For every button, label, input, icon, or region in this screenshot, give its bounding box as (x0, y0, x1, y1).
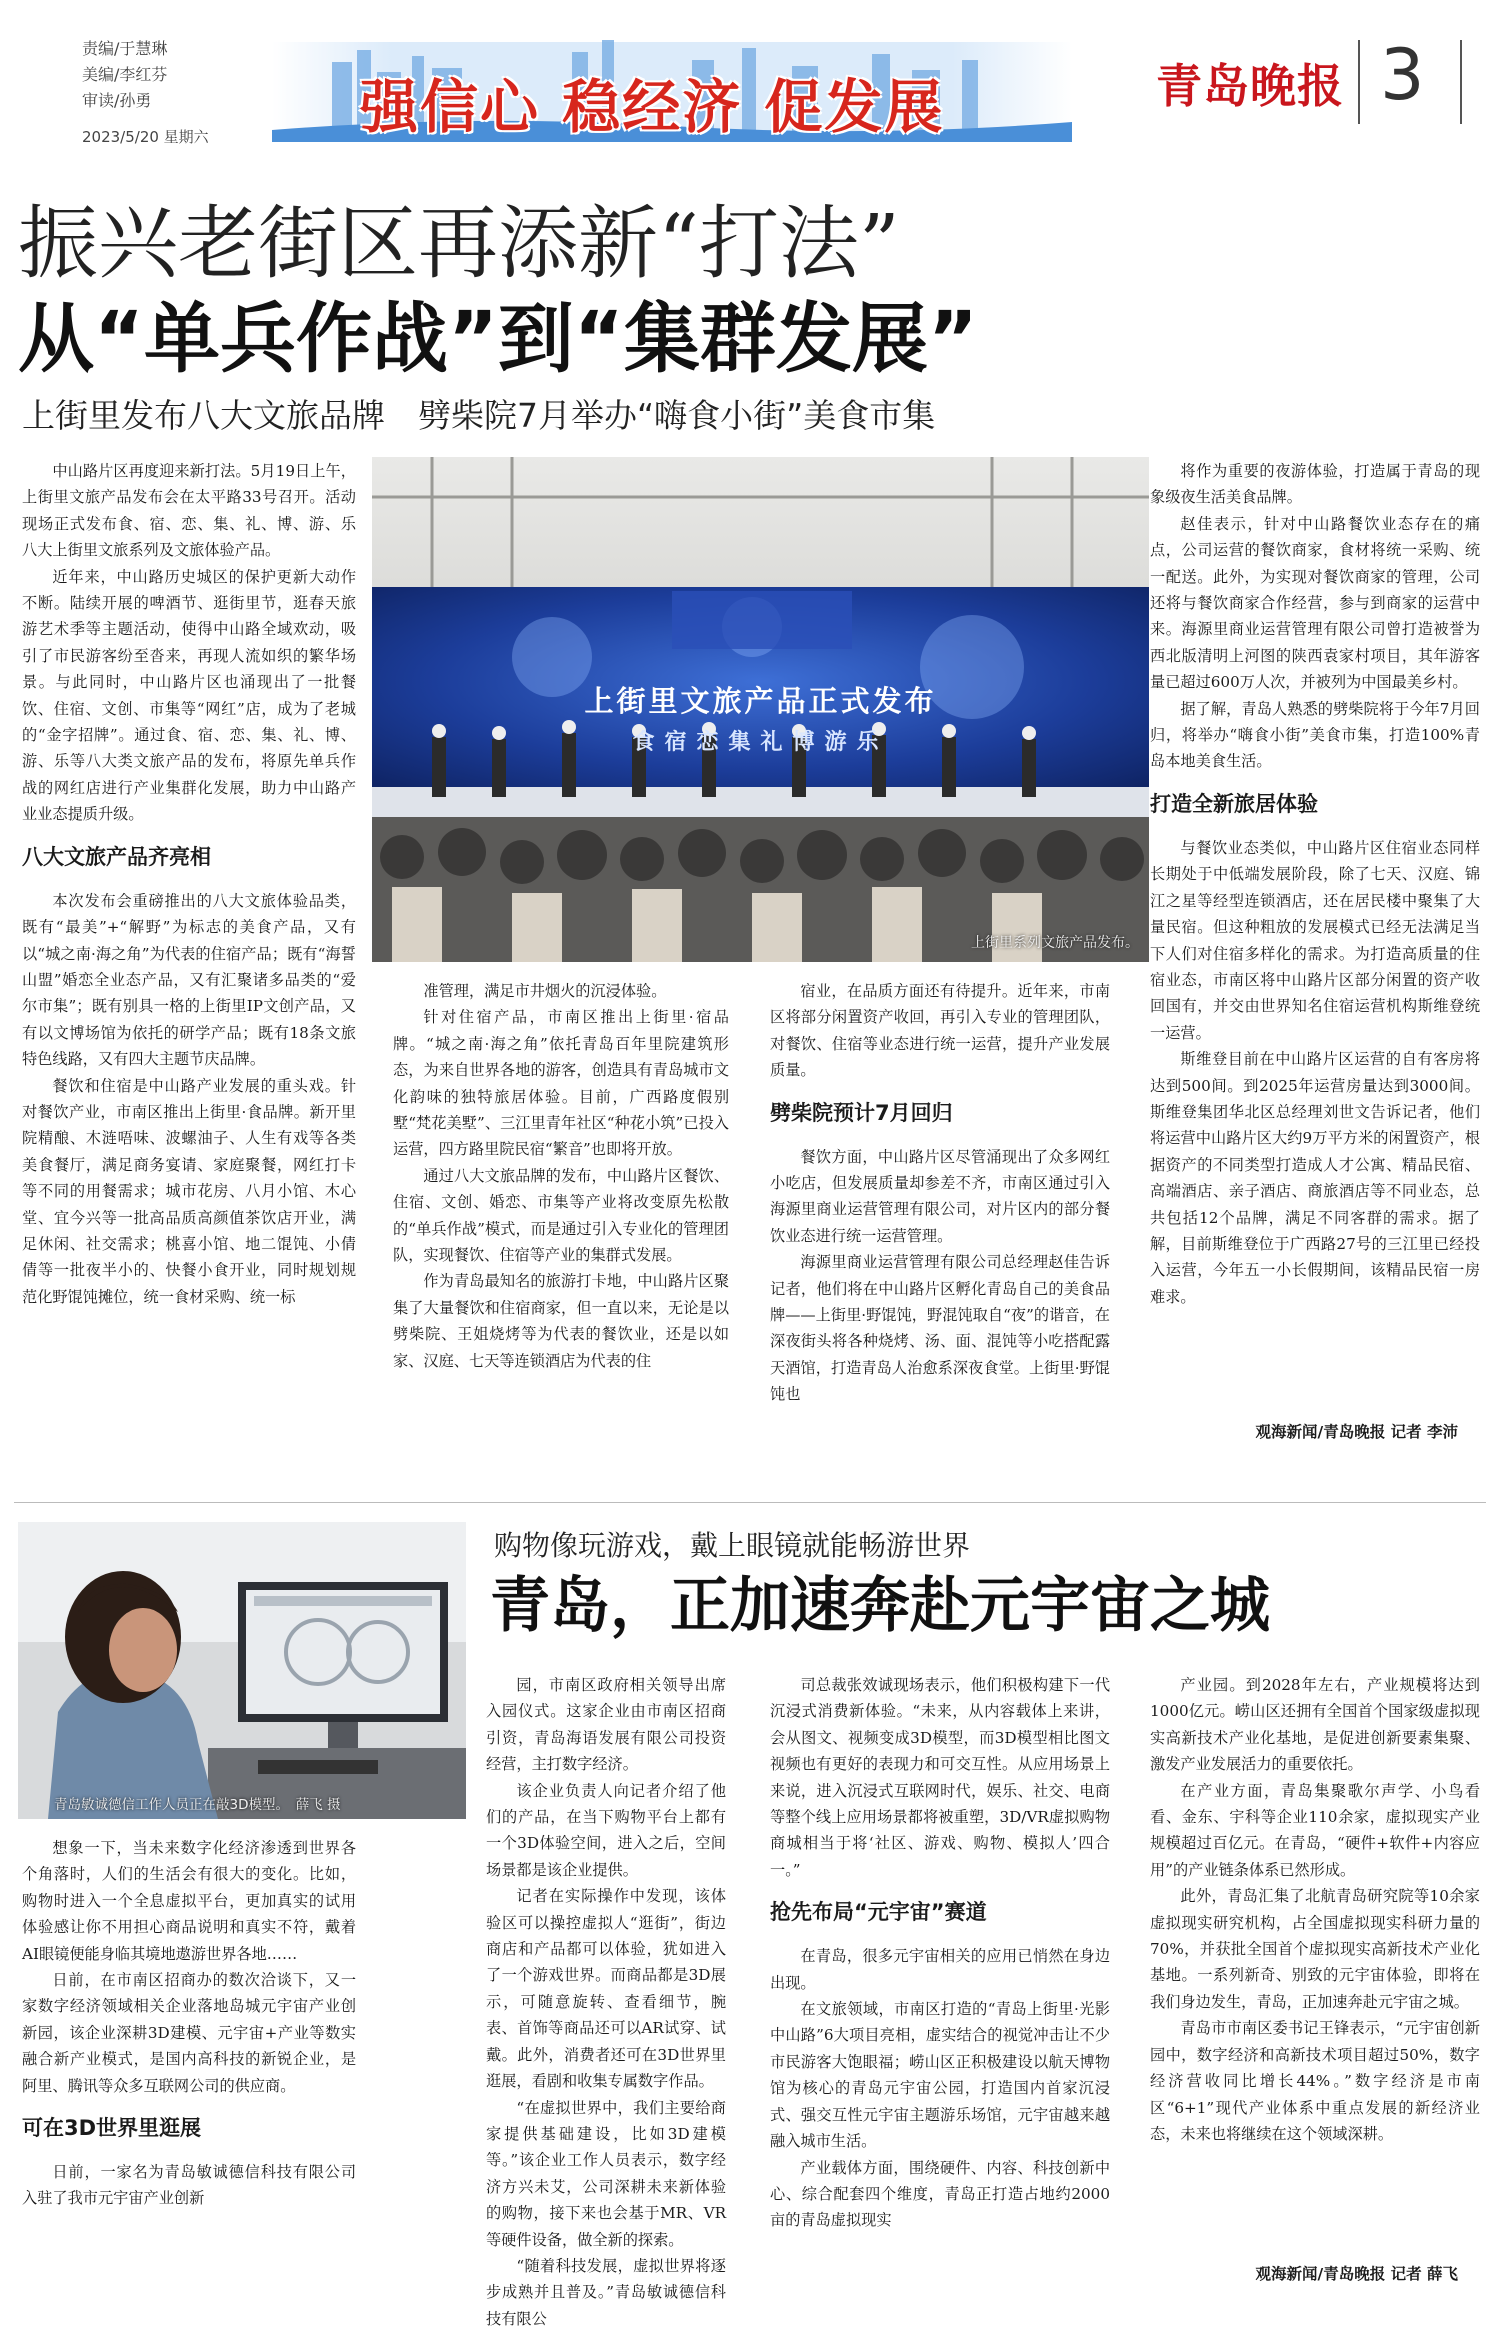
paragraph: 餐饮和住宿是中山路产业发展的重头戏。针对餐饮产业，市南区推出上街里·食品牌。新开里院精酿、木涟唔味、波螺油子、人生有戏等各类美食餐厅，满足商务宴请、家庭聚餐，网红打卡等不同的用餐需求；城市花房、八月小馆、木心堂、宜今兴等一批高品质高颜值茶饮店开业，满足休闲、社交需求；桃喜小馆、地二馄饨、小倩倩等一批夜半小的、快餐小食开业，同时规划规范化野馄饨摊位，统一食材采购、统一标 (22, 1076, 356, 1306)
banner (272, 22, 1072, 142)
paragraph: 在产业方面，青岛集聚歌尔声学、小鸟看看、金东、宇科等企业110余家，虚拟现实产业规模超过百亿元。在青岛，“硬件+软件+内容应用”的产业链条体系已然形成。 (1150, 1781, 1480, 1879)
launch-event-photo (372, 457, 1149, 962)
designer-credit: 美编/李红芬 (82, 65, 168, 84)
article1-col4b-body (1150, 835, 1480, 1310)
article1-column-1 (22, 458, 356, 1448)
paragraph: 针对住宿产品，市南区推出上街里·宿品牌。“城之南·海之角”依托青岛百年里院建筑形态，为来自世界各地的游客，创造具有青岛城市文化韵味的独特旅居体验。目前，广西路度假别墅“梵花美墅”、三江里青年社区“种花小筑”已投入运营，四方路里院民宿“繁音”也即将开放。 (393, 1008, 729, 1159)
article2-column-3 (770, 1672, 1110, 2292)
paragraph: 据了解，青岛人熟悉的劈柴院将于今年7月回归，将举办“嗨食小街”美食市集，打造100%青岛本地美食生活。 (1150, 699, 1480, 771)
paragraph: 在文旅领域，市南区打造的“青岛上街里·光影中山路”6大项目亮相，虚实结合的视觉冲击让不少市民游客大饱眼福；崂山区正积极建设以航天博物馆为核心的青岛元宇宙公园，打造国内首家沉浸式、强交互性元宇宙主题游乐场馆，元宇宙越来越融入城市生活。 (770, 2000, 1110, 2151)
article1-col4-body (1150, 458, 1480, 775)
paragraph: 通过八大文旅品牌的发布，中山路片区餐饮、住宿、文创、婚恋、市集等产业将改变原先松散的“单兵作战”模式，而是通过引入专业化的管理团队，实现餐饮、住宿等产业的集群式发展。 (393, 1166, 729, 1265)
banner-slogan: 强信心 稳经济 促发展 (360, 73, 945, 141)
article2-headline: 青岛，正加速奔赴元宇宙之城 (490, 1571, 1270, 1641)
paragraph: 青岛市市南区委书记王锋表示，“元宇宙创新园中，数字经济和高新技术项目超过50%，数字经济营收同比增长44%。”数字经济是市南区“6+1”现代产业体系中重点发展的新经济业态，未来也将继续在这个领域深耕。 (1150, 2019, 1480, 2143)
subheading: 抢先布局“元宇宙”赛道 (770, 1900, 987, 1925)
article2-kicker: 购物像玩游戏，戴上眼镜就能畅游世界 (494, 1529, 971, 1562)
article2-byline: 观海新闻/青岛晚报 记者 薛飞 (1255, 2265, 1458, 2283)
paragraph: 园，市南区政府相关领导出席入园仪式。这家企业由市南区招商引资，青岛海语发展有限公司投资经营，主打数字经济。 (486, 1676, 726, 1774)
paragraph: 想象一下，当未来数字化经济渗透到世界各个角落时，人们的生活会有很大的变化。比如，购物时进入一个全息虚拟平台，更加真实的试用体验感让你不用担心商品说明和真实不符，戴着AI眼镜便能身临其境地遨游世界各地…… (22, 1839, 356, 1963)
subheading: 打造全新旅居体验 (1150, 791, 1318, 816)
divider-line (1460, 40, 1462, 124)
vr-workstation-photo-art (18, 1522, 466, 1819)
article1-headline: 从“单兵作战”到“集群发展” (18, 294, 978, 383)
article1-column-4 (1150, 458, 1480, 1413)
article2-col4-body (1150, 1672, 1480, 2147)
paragraph: 与餐饮业态类似，中山路片区住宿业态同样长期处于中低端发展阶段，除了七天、汉庭、锦江之星等经型连锁酒店，还在居民楼中聚集了大量民宿。但这种粗放的发展模式已经无法满足当下人们对住宿多样化的需求。为打造高质量的住宿业态，市南区将中山路片区部分闲置的资产收回国有，并交由世界知名住宿运营机构斯维登统一运营。 (1150, 838, 1480, 1042)
paragraph: 将作为重要的夜游体验，打造属于青岛的现象级夜生活美食品牌。 (1150, 462, 1480, 507)
paragraph: 日前，一家名为青岛敏诚德信科技有限公司入驻了我市元宇宙产业创新 (22, 2163, 356, 2208)
article2-col2-body (486, 1672, 726, 2332)
photo-caption: 上街里系列文旅产品发布。 (971, 935, 1139, 951)
subheading: 八大文旅产品齐亮相 (22, 844, 211, 869)
paragraph: 产业载体方面，围绕硬件、内容、科技创新中心、综合配套四个维度，青岛正打造占地约2000亩的青岛虚拟现实 (770, 2158, 1110, 2230)
article1-col1b-body (22, 888, 356, 1311)
paragraph: 宿业，在品质方面还有待提升。近年来，市南区将部分闲置资产收回，再引入专业的管理团队，对餐饮、住宿等业态进行统一运营，提升产业发展质量。 (770, 982, 1110, 1080)
article2-column-4 (1150, 1672, 1480, 2257)
paragraph: “在虚拟世界中，我们主要给商家提供基础建设，比如3D建模等。”该企业工作人员表示，数字经济方兴未艾，公司深耕未来新体验的购物，接下来也会基于MR、VR等硬件设备，做全新的探索。 (486, 2098, 726, 2249)
article1-col1-body (22, 458, 356, 828)
divider-line (1358, 40, 1360, 124)
article1-kicker: 振兴老街区再添新“打法” (18, 197, 900, 290)
newspaper-name: 青岛晚报 (1156, 59, 1344, 113)
photo-caption: 青岛敏诚德信工作人员正在敲3D模型。 薛飞 摄 (54, 1797, 341, 1813)
paragraph: 中山路片区再度迎来新打法。5月19日上午，上街里文旅产品发布会在太平路33号召开。活动现场正式发布食、宿、恋、集、礼、博、游、乐八大上街里文旅系列及文旅体验产品。 (22, 462, 356, 560)
editor-credit: 责编/于慧琳 (82, 39, 168, 58)
article1-byline: 观海新闻/青岛晚报 记者 李沛 (1255, 1423, 1458, 1441)
paragraph: 近年来，中山路历史城区的保护更新大动作不断。陆续开展的啤酒节、逛街里节，逛春天旅游艺术季等主题活动，使得中山路全域欢动，吸引了市民游客纷至沓来，再现人流如织的繁华场景。与此同时，中山路片区也涌现出了一批餐饮、住宿、文创、市集等“网红”店，成为了老城的“金字招牌”。通过食、宿、恋、集、礼、博、游、乐等八大类文旅产品的发布，将原先单兵作战的网红店进行产业集群化发展，助力中山路产业业态提质升级。 (22, 567, 356, 824)
paragraph: 司总裁张效诚现场表示，他们积极构建下一代沉浸式消费新体验。“未来，从内容载体上来讲，会从图文、视频变成3D模型，而3D模型相比图文视频也有更好的表现力和可交互性。从应用场景上来说，进入沉浸式互联网时代，娱乐、社交、电商等整个线上应用场景都将被重塑，3D/VR虚拟购物商城相当于将‘社区、游戏、购物、模拟人’四合一。” (770, 1676, 1110, 1879)
article1-column-3 (770, 978, 1110, 1448)
section-divider (14, 1502, 1486, 1503)
paragraph: 此外，青岛汇集了北航青岛研究院等10余家虚拟现实研究机构，占全国虚拟现实科研力量的70%，并获批全国首个虚拟现实高新技术产业化基地。一系列新奇、别致的元宇宙体验，即将在我们身边发生，青岛，正加速奔赴元宇宙之城。 (1150, 1887, 1480, 2011)
article1-col3b-body (770, 1144, 1110, 1408)
paragraph: 产业园。到2028年左右，产业规模将达到1000亿元。崂山区还拥有全国首个国家级虚拟现实高新技术产业化基地，是促进创新要素集聚、激发产业发展活力的重要依托。 (1150, 1676, 1480, 1774)
article1-col2-body (393, 978, 729, 1374)
subheading: 劈柴院预计7月回归 (770, 1100, 953, 1125)
paragraph: 海源里商业运营管理有限公司总经理赵佳告诉记者，他们将在中山路片区孵化青岛自己的美食品牌——上街里·野馄饨，野混饨取自“夜”的谐音，在深夜街头将各种烧烤、汤、面、混饨等小吃搭配露天酒馆，打造青岛人治愈系深夜食堂。上街里·野馄饨也 (770, 1253, 1110, 1404)
article1-col3-body (770, 978, 1110, 1084)
paragraph: 斯维登目前在中山路片区运营的自有客房将达到500间。到2025年运营房量达到3000间。斯维登集团华北区总经理刘世文告诉记者，他们将运营中山路片区大约9万平方米的闲置资产，根据资产的不同类型打造成人才公寓、精品民宿、高端酒店、亲子酒店、商旅酒店等不同业态，总共包括12个品牌，满足不同客群的需求。据了解，目前斯维登位于广西路27号的三江里已经投入运营，今年五一小长假期间，该精品民宿一房难求。 (1150, 1050, 1480, 1306)
article2-col3b-body (770, 1943, 1110, 2233)
paragraph: 餐饮方面，中山路片区尽管涌现出了众多网红小吃店，但发展质量却参差不齐，市南区通过引入海源里商业运营管理有限公司，对片区内的部分餐饮业态进行统一运营管理。 (770, 1147, 1110, 1245)
paragraph: 在青岛，很多元宇宙相关的应用已悄然在身边出现。 (770, 1947, 1110, 1992)
article2-column-2 (486, 1672, 726, 2328)
vr-workstation-photo (18, 1522, 466, 1819)
article2-col1-body (22, 1835, 356, 2099)
article2-column-1 (22, 1835, 356, 2290)
subheading: 可在3D世界里逛展 (22, 2116, 202, 2141)
page-number: 3 (1380, 34, 1425, 116)
paragraph: “随着科技发展，虚拟世界将逐步成熟并且普及。”青岛敏诚德信科技有限公 (486, 2256, 726, 2328)
article1-column-2 (393, 978, 729, 1448)
masthead (0, 0, 1500, 150)
paragraph: 该企业负责人向记者介绍了他们的产品，在当下购物平台上都有一个3D体验空间，进入之后，空间场景都是该企业提供。 (486, 1781, 726, 1879)
paragraph: 记者在实际操作中发现，该体验区可以操控虚拟人“逛街”，街边商店和产品都可以体验，犹如进入了一个游戏世界。而商品都是3D展示，可随意旋转、查看细节，腕表、首饰等商品还可以AR试穿、试戴。此外，消费者还可在3D世界里逛展，看剧和收集专属数字作品。 (486, 1887, 726, 2091)
article2-col3-body (770, 1672, 1110, 1883)
article2-col1b-body (22, 2159, 356, 2212)
paragraph: 准管理，满足市井烟火的沉浸体验。 (423, 982, 667, 1000)
reviewer-credit: 审读/孙勇 (82, 91, 152, 110)
stage-screen-title: 上街里文旅产品正式发布 (584, 684, 937, 718)
paragraph: 作为青岛最知名的旅游打卡地，中山路片区聚集了大量餐饮和住宿商家，但一直以来，无论是以劈柴院、王姐烧烤等为代表的餐饮业，还是以如家、汉庭、七天等连锁酒店为代表的住 (393, 1272, 729, 1370)
paragraph: 赵佳表示，针对中山路餐饮业态存在的痛点，公司运营的餐饮商家，食材将统一采购、统一配送。此外，为实现对餐饮商家的管理，公司还将与餐饮商家合作经营，参与到商家的运营中来。海源里商业运营管理有限公司曾打造被誉为西北版清明上河图的陕西袁家村项目，其年游客量已超过600万人次，并被列为中国最美乡村。 (1150, 514, 1480, 692)
issue-date: 2023/5/20 星期六 (82, 128, 209, 146)
paragraph: 日前，在市南区招商办的数次洽谈下，又一家数字经济领域相关企业落地岛城元宇宙产业创新园，该企业深耕3D建模、元宇宙+产业等数实融合新产业模式，是国内高科技的新锐企业，是阿里、腾讯等众多互联网公司的供应商。 (22, 1971, 356, 2095)
stage-screen-subtitle: 食宿恋集礼博游乐 (632, 730, 889, 755)
paragraph: 本次发布会重磅推出的八大文旅体验品类，既有“最美”+“解野”为标志的美食产品，又有以“城之南·海之角”为代表的住宿产品；既有“海誓山盟”婚恋全业态产品，又有汇聚诸多品类的“爱尔市集”；既有别具一格的上街里IP文创产品，又有以文博场馆为依托的研学产品；既有18条文旅特色线路，又有四大主题节庆品牌。 (22, 891, 356, 1069)
article1-subheadline: 上街里发布八大文旅品牌 劈柴院7月举办“嗨食小街”美食市集 (22, 396, 936, 435)
